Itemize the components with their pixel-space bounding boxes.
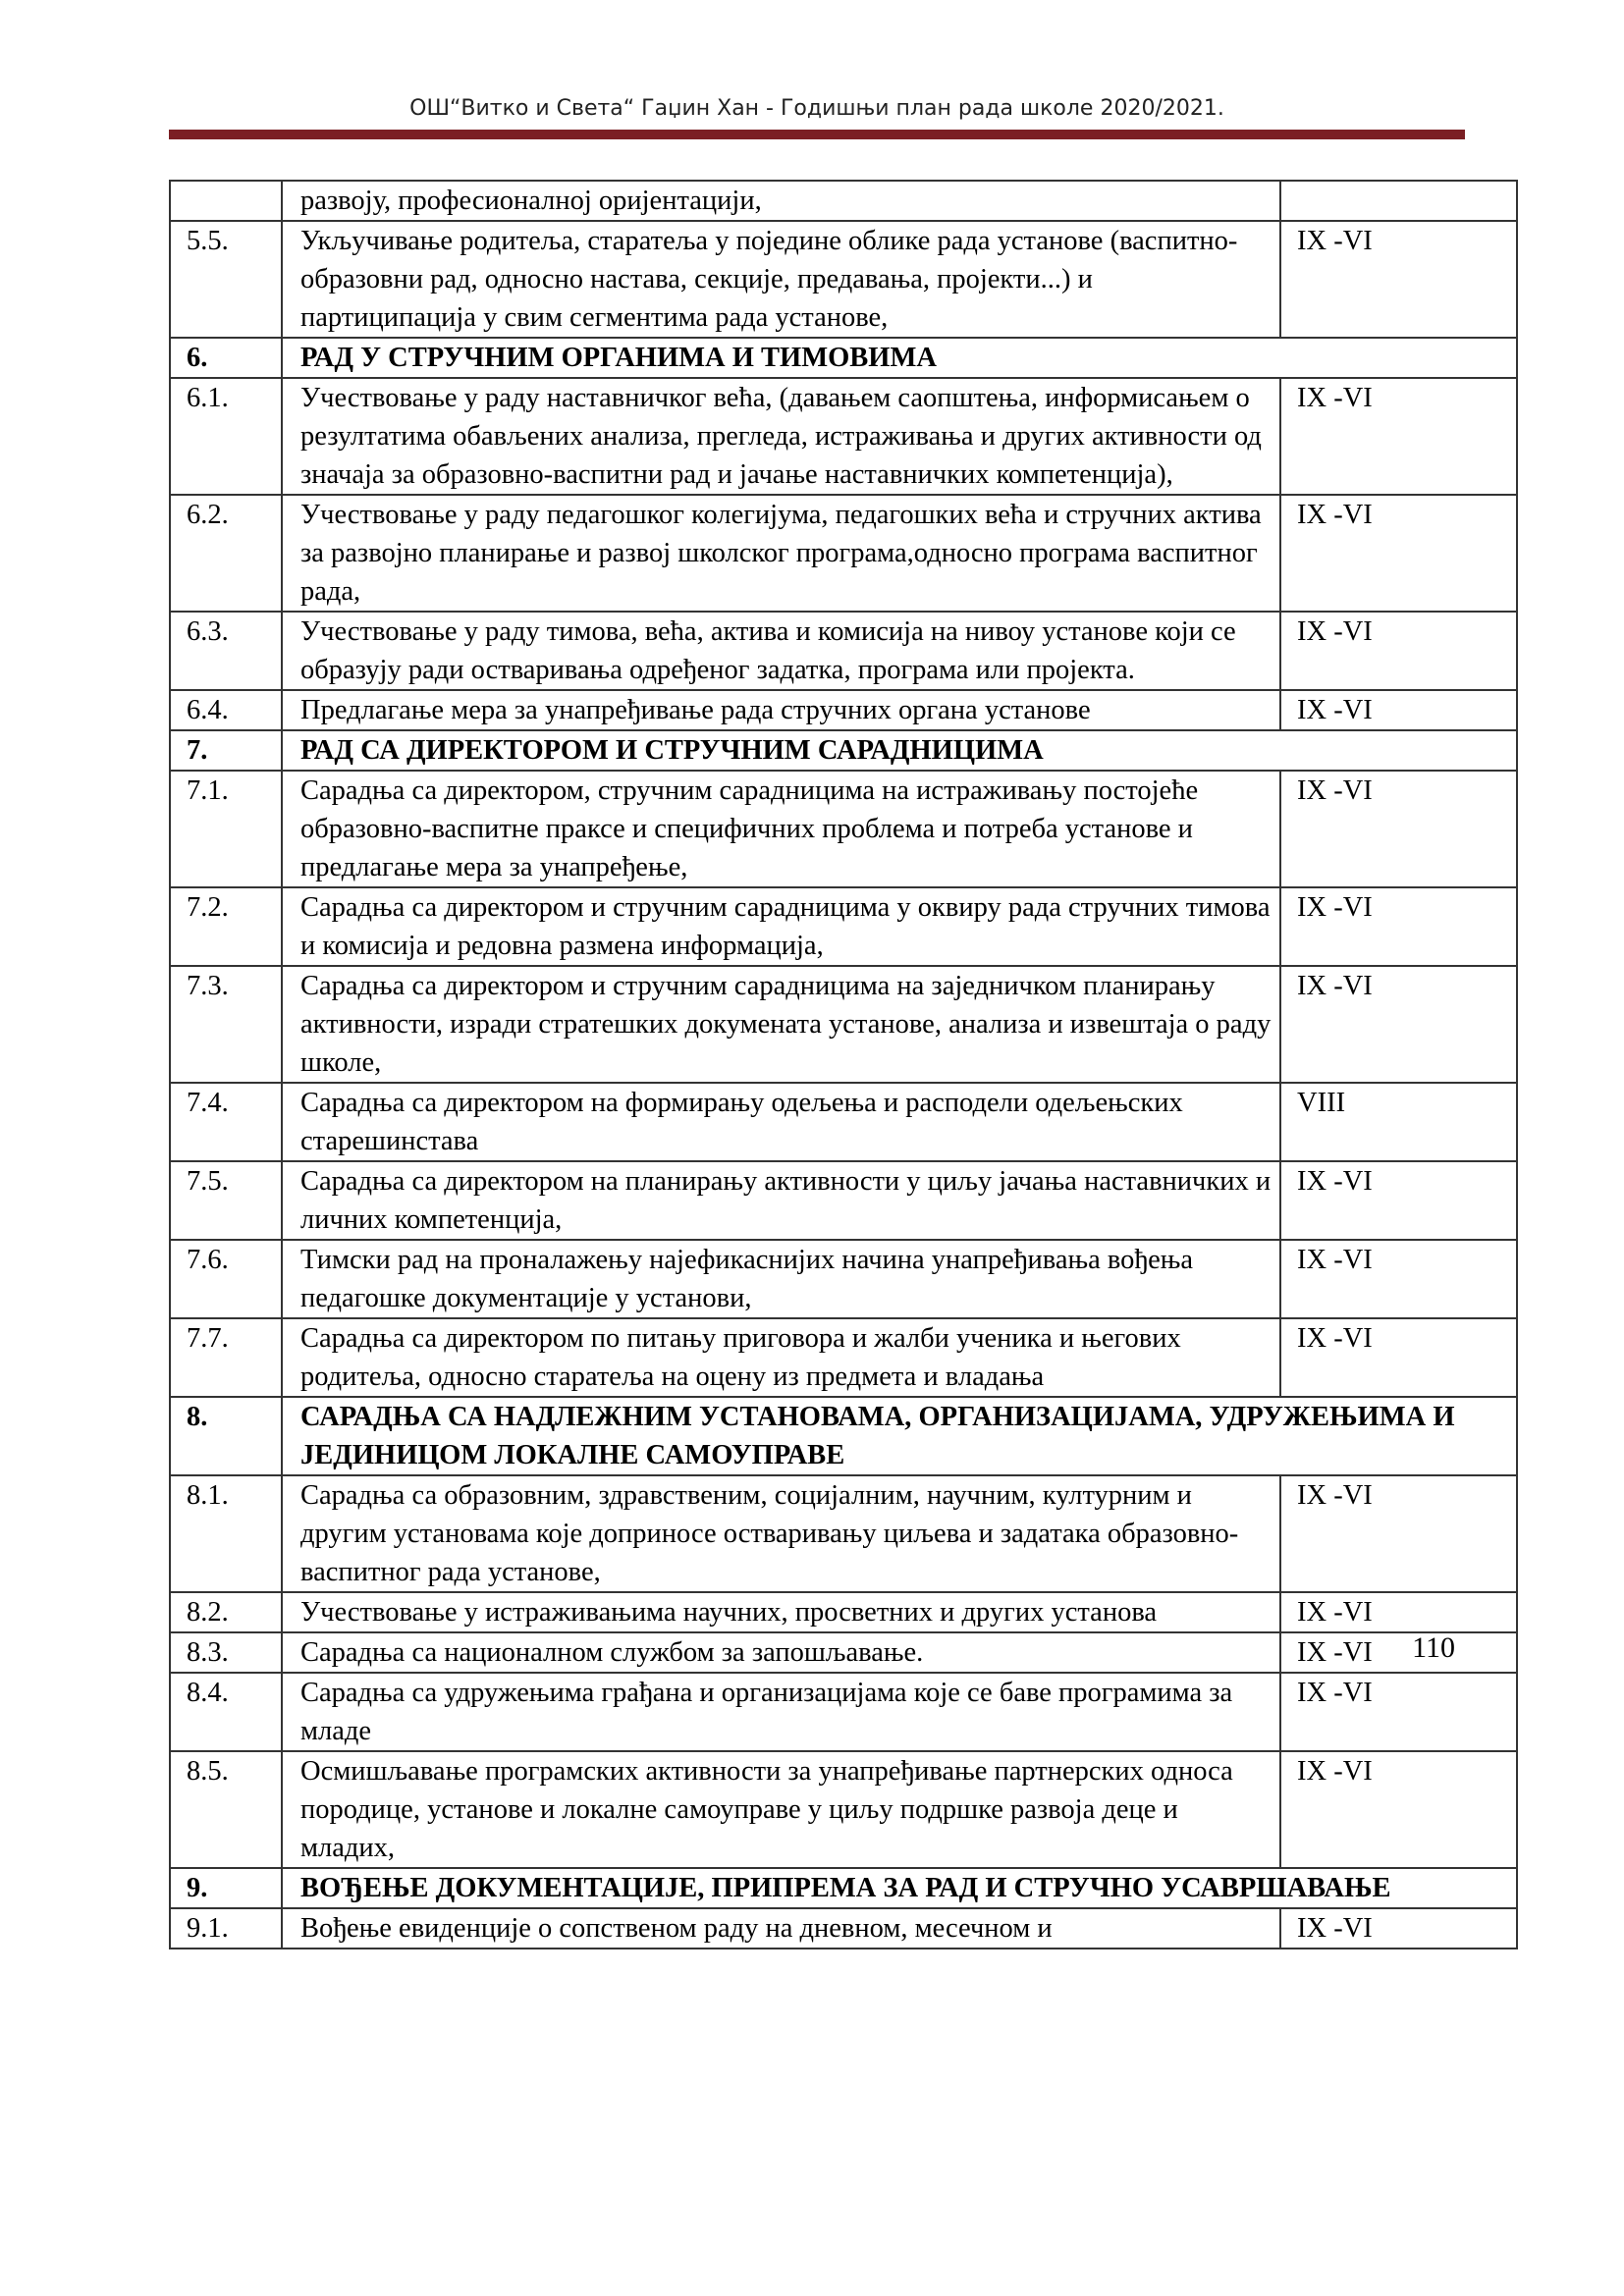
item-number: 7.6. [170, 1240, 282, 1318]
table-row [170, 221, 1517, 338]
item-number: 8.5. [170, 1751, 282, 1868]
period-cell: IX -VI [1280, 1632, 1517, 1673]
item-number: 7.3. [170, 966, 282, 1083]
period-cell: VIII [1280, 1083, 1517, 1161]
period-cell: IX -VI [1280, 887, 1517, 966]
activity-text: Сарадња са директором на планирању активности у циљу јачања наставничких и личних компетенција, [282, 1161, 1280, 1240]
item-number: 7.2. [170, 887, 282, 966]
table-row [170, 1592, 1517, 1632]
section-title: РАД СА ДИРЕКТОРОМ И СТРУЧНИМ САРАДНИЦИМА [282, 730, 1517, 771]
table-row [170, 1475, 1517, 1592]
item-number: 8.3. [170, 1632, 282, 1673]
activity-text: Сарадња са националном службом за запошљавање. [282, 1632, 1280, 1673]
period-cell: IX -VI [1280, 495, 1517, 612]
section-number: 9. [170, 1868, 282, 1908]
activity-text: Осмишљавање програмских активности за унапређивање партнерских односа породице, установе и локалне самоуправе у циљу подршке развоја деце и младих, [282, 1751, 1280, 1868]
item-number: 9.1. [170, 1908, 282, 1949]
activity-text: Сарадња са образовним, здравственим, социјалним, научним, културним и другим установама које доприносе остваривању циљева и задатака образовно-васпитног рада установе, [282, 1475, 1280, 1592]
activity-text: Укључивање родитеља, старатеља у поједине облике рада установе (васпитно-образовни рад, односно настава, секције, предавања, пројекти...) и партиципација у свим сегментима рада установе, [282, 221, 1280, 338]
header-divider [169, 130, 1465, 139]
page-number: 110 [1412, 1631, 1455, 1664]
item-number: 7.4. [170, 1083, 282, 1161]
table-row [170, 966, 1517, 1083]
section-title: РАД У СТРУЧНИМ ОРГАНИМА И ТИМОВИМА [282, 338, 1517, 378]
period-cell: IX -VI [1280, 1592, 1517, 1632]
item-number: 8.4. [170, 1673, 282, 1751]
table-row [170, 1673, 1517, 1751]
period-cell: IX -VI [1280, 1673, 1517, 1751]
table-row [170, 887, 1517, 966]
item-number: 6.3. [170, 612, 282, 690]
table-row [170, 495, 1517, 612]
activity-text: Сарадња са директором и стручним сарадницима у оквиру рада стручних тимова и комисија и редовна размена информација, [282, 887, 1280, 966]
plan-table [169, 180, 1518, 1949]
period-cell [1280, 181, 1517, 221]
section-number: 6. [170, 338, 282, 378]
activity-text: Учествовање у истраживањима научних, просветних и других установа [282, 1592, 1280, 1632]
page-header: ОШ“Витко и Света“ Гаџин Хан - Годишњи план рада школе 2020/2021. [409, 96, 1224, 121]
section-number: 8. [170, 1397, 282, 1475]
section-row [170, 730, 1517, 771]
item-number: 8.1. [170, 1475, 282, 1592]
activity-text: Учествовање у раду тимова, већа, актива и комисија на нивоу установе који се образују ради остваривања одређеног задатка, програма или пројекта. [282, 612, 1280, 690]
activity-text: Вођење евиденције о сопственом раду на дневном, месечном и [282, 1908, 1280, 1949]
activity-text: Сарадња са удружењима грађана и организацијама које се баве програмима за младе [282, 1673, 1280, 1751]
table-row [170, 1318, 1517, 1397]
table-row [170, 612, 1517, 690]
section-row [170, 1868, 1517, 1908]
item-number: 6.1. [170, 378, 282, 495]
table-row [170, 1751, 1517, 1868]
activity-text: Сарадња са директором, стручним сарадницима на истраживању постојеће образовно-васпитне праксе и специфичних проблема и потреба установе и предлагање мера за унапређење, [282, 771, 1280, 887]
table-row [170, 1240, 1517, 1318]
item-number: 7.7. [170, 1318, 282, 1397]
section-row [170, 338, 1517, 378]
period-cell: IX -VI [1280, 221, 1517, 338]
table-row [170, 378, 1517, 495]
item-number: 6.2. [170, 495, 282, 612]
period-cell: IX -VI [1280, 1161, 1517, 1240]
activity-text: Предлагање мера за унапређивање рада стручних органа установе [282, 690, 1280, 730]
table-row [170, 181, 1517, 221]
period-cell: IX -VI [1280, 1751, 1517, 1868]
item-number: 8.2. [170, 1592, 282, 1632]
item-number [170, 181, 282, 221]
plan-table-body [170, 181, 1517, 1949]
period-cell: IX -VI [1280, 1240, 1517, 1318]
period-cell: IX -VI [1280, 1318, 1517, 1397]
section-title: САРАДЊА СА НАДЛЕЖНИМ УСТАНОВАМА, ОРГАНИЗАЦИЈАМА, УДРУЖЕЊИМА И ЈЕДИНИЦОМ ЛОКАЛНЕ САМОУПРАВЕ [282, 1397, 1517, 1475]
table-row [170, 1632, 1517, 1673]
section-row [170, 1397, 1517, 1475]
activity-text: Сарадња са директором по питању приговора и жалби ученика и његових родитеља, односно старатеља на оцену из предмета и владања [282, 1318, 1280, 1397]
period-cell: IX -VI [1280, 690, 1517, 730]
table-row [170, 1161, 1517, 1240]
activity-text: развоју, професионалној оријентацији, [282, 181, 1280, 221]
table-row [170, 771, 1517, 887]
item-number: 7.1. [170, 771, 282, 887]
activity-text: Учествовање у раду наставничког већа, (давањем саопштења, информисањем о резултатима обављених анализа, прегледа, истраживања и других активности од значаја за образовно-васпитни рад и јачање наставничких компетенција), [282, 378, 1280, 495]
activity-text: Сарадња са директором и стручним сарадницима на заједничком планирању активности, изради стратешких докумената установе, анализа и извештаја о раду школе, [282, 966, 1280, 1083]
period-cell: IX -VI [1280, 1475, 1517, 1592]
period-cell: IX -VI [1280, 966, 1517, 1083]
item-number: 6.4. [170, 690, 282, 730]
table-row [170, 1083, 1517, 1161]
table-row [170, 1908, 1517, 1949]
period-cell: IX -VI [1280, 771, 1517, 887]
section-title: ВОЂЕЊЕ ДОКУМЕНТАЦИЈЕ, ПРИПРЕМА ЗА РАД И СТРУЧНО УСАВРШАВАЊЕ [282, 1868, 1517, 1908]
period-cell: IX -VI [1280, 1908, 1517, 1949]
period-cell: IX -VI [1280, 378, 1517, 495]
table-row [170, 690, 1517, 730]
activity-text: Сарадња са директором на формирању одељења и расподели одељењских старешинстава [282, 1083, 1280, 1161]
activity-text: Тимски рад на проналажењу најефикаснијих начина унапређивања вођења педагошке документације у установи, [282, 1240, 1280, 1318]
item-number: 7.5. [170, 1161, 282, 1240]
period-cell: IX -VI [1280, 612, 1517, 690]
activity-text: Учествовање у раду педагошког колегијума, педагошких већа и стручних актива за развојно планирање и развој школског програма,односно програма васпитног рада, [282, 495, 1280, 612]
section-number: 7. [170, 730, 282, 771]
item-number: 5.5. [170, 221, 282, 338]
